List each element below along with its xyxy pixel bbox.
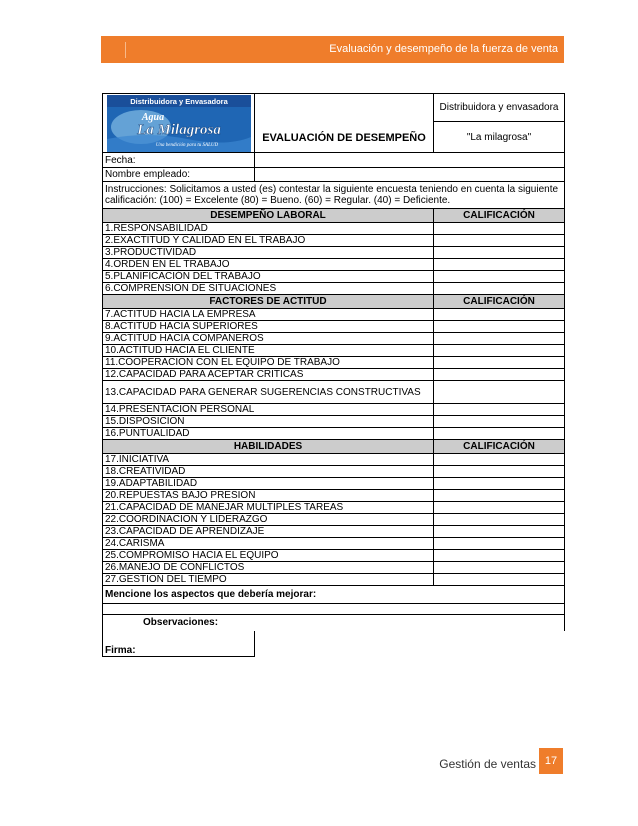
- criteria-label: 20.REPUESTAS BAJO PRESION: [103, 490, 434, 502]
- criteria-label: 11.COOPERACION CON EL EQUIPO DE TRABAJO: [103, 357, 434, 369]
- fecha-input[interactable]: [255, 153, 565, 168]
- criteria-row: [103, 321, 565, 333]
- rating-input[interactable]: [434, 526, 565, 538]
- criteria-row: [103, 478, 565, 490]
- criteria-label: 21.CAPACIDAD DE MANEJAR MULTIPLES TAREAS: [103, 502, 434, 514]
- rating-input[interactable]: [434, 283, 565, 295]
- rating-input[interactable]: [434, 345, 565, 357]
- criteria-label: 27.GESTION DEL TIEMPO: [103, 574, 434, 586]
- header-bar: [101, 36, 564, 63]
- company-logo: [107, 95, 251, 152]
- rating-input[interactable]: [434, 514, 565, 526]
- rating-input[interactable]: [434, 259, 565, 271]
- fecha-label: Fecha:: [103, 153, 255, 168]
- criteria-row: [103, 562, 565, 574]
- criteria-row: [103, 381, 565, 404]
- criteria-row: [103, 550, 565, 562]
- section-title: HABILIDADES: [103, 440, 434, 454]
- rating-input[interactable]: [434, 478, 565, 490]
- criteria-row: [103, 223, 565, 235]
- header-divider: [125, 42, 126, 58]
- rating-input[interactable]: [434, 271, 565, 283]
- form-title: EVALUACIÓN DE DESEMPEÑO: [255, 94, 434, 153]
- criteria-row: [103, 235, 565, 247]
- rating-header: CALIFICACIÓN: [434, 440, 565, 454]
- criteria-row: [103, 369, 565, 381]
- criteria-label: 22.COORDINACION Y LIDERAZGO: [103, 514, 434, 526]
- observaciones-label: Observaciones:: [103, 615, 565, 631]
- criteria-label: 4.ORDEN EN EL TRABAJO: [103, 259, 434, 271]
- criteria-label: 5.PLANIFICACIÓN DEL TRABAJO: [103, 271, 434, 283]
- rating-input[interactable]: [434, 416, 565, 428]
- criteria-row: [103, 526, 565, 538]
- criteria-label: 9.ACTITUD HACIA COMPAÑEROS: [103, 333, 434, 345]
- rating-input[interactable]: [434, 309, 565, 321]
- rating-input[interactable]: [434, 490, 565, 502]
- section-title: FACTORES DE ACTITUD: [103, 295, 434, 309]
- criteria-label: 17.INICIATIVA: [103, 454, 434, 466]
- criteria-label: 23.CAPACIDAD DE APRENDIZAJE: [103, 526, 434, 538]
- criteria-row: [103, 357, 565, 369]
- criteria-row: [103, 428, 565, 440]
- header-title: Evaluación y desempeño de la fuerza de venta: [329, 43, 558, 55]
- rating-input[interactable]: [434, 574, 565, 586]
- rating-input[interactable]: [434, 333, 565, 345]
- rating-input[interactable]: [434, 454, 565, 466]
- rating-input[interactable]: [434, 562, 565, 574]
- criteria-label: 2.EXACTITUD Y CALIDAD EN EL TRABAJO: [103, 235, 434, 247]
- criteria-label: 18.CREATIVIDAD: [103, 466, 434, 478]
- criteria-label: 7.ACTITUD HACIA LA EMPRESA: [103, 309, 434, 321]
- rating-input[interactable]: [434, 235, 565, 247]
- footer-label: Gestión de ventas: [439, 757, 536, 771]
- criteria-row: [103, 502, 565, 514]
- criteria-row: [103, 333, 565, 345]
- logo-line2: Agua: [141, 112, 165, 123]
- rating-input[interactable]: [434, 466, 565, 478]
- criteria-label: 24.CARISMA: [103, 538, 434, 550]
- rating-header: CALIFICACIÓN: [434, 295, 565, 309]
- logo-line4: Una bendición para tu SALUD: [155, 143, 219, 148]
- rating-input[interactable]: [434, 538, 565, 550]
- rating-header: CALIFICACIÓN: [434, 209, 565, 223]
- rating-input[interactable]: [434, 428, 565, 440]
- criteria-row: [103, 416, 565, 428]
- rating-input[interactable]: [434, 321, 565, 333]
- criteria-label: 15.DISPOSICION: [103, 416, 434, 428]
- firma-label: Firma:: [103, 631, 255, 657]
- rating-input[interactable]: [434, 223, 565, 235]
- company-name: Distribuidora y envasadora: [434, 94, 565, 122]
- criteria-label: 19.ADAPTABILIDAD: [103, 478, 434, 490]
- criteria-label: 13.CAPACIDAD PARA GENERAR SUGERENCIAS CONSTRUCTIVAS: [103, 381, 434, 404]
- criteria-row: [103, 283, 565, 295]
- rating-input[interactable]: [434, 502, 565, 514]
- logo-line1: Distribuidora y Envasadora: [130, 97, 228, 106]
- criteria-label: 8.ACTITUD HACIA SUPERIORES: [103, 321, 434, 333]
- criteria-label: 12.CAPACIDAD PARA ACEPTAR CRITICAS: [103, 369, 434, 381]
- criteria-label: 6.COMPRENSION DE SITUACIONES: [103, 283, 434, 295]
- criteria-row: [103, 454, 565, 466]
- criteria-row: [103, 514, 565, 526]
- criteria-row: [103, 309, 565, 321]
- criteria-row: [103, 538, 565, 550]
- rating-input[interactable]: [434, 369, 565, 381]
- nombre-input[interactable]: [255, 168, 565, 182]
- criteria-row: [103, 404, 565, 416]
- instructions: Instrucciones: Solicitamos a usted (es) contestar la siguiente encuesta teniendo en cuenta la siguiente calificación: (100) = Excelente (80) = Bueno. (60) = Regular. (40) = Deficiente.: [103, 182, 565, 209]
- criteria-label: 3.PRODUCTIVIDAD: [103, 247, 434, 259]
- criteria-label: 1.RESPONSABILIDAD: [103, 223, 434, 235]
- criteria-label: 16.PUNTUALIDAD: [103, 428, 434, 440]
- criteria-label: 26.MANEJO DE CONFLICTOS: [103, 562, 434, 574]
- mejorar-label: Mencione los aspectos que debería mejorar:: [103, 586, 565, 604]
- criteria-row: [103, 247, 565, 259]
- firma-area[interactable]: [255, 631, 565, 657]
- criteria-row: [103, 490, 565, 502]
- criteria-row: [103, 345, 565, 357]
- logo-graphic: [107, 95, 251, 152]
- evaluation-form: [102, 93, 565, 657]
- company-quote: "La milagrosa": [434, 122, 565, 153]
- nombre-label: Nombre empleado:: [103, 168, 255, 182]
- criteria-label: 14.PRESENTACION PERSONAL: [103, 404, 434, 416]
- criteria-row: [103, 259, 565, 271]
- criteria-label: 10.ACTITUD HACIA EL CLIENTE: [103, 345, 434, 357]
- mejorar-input[interactable]: [103, 604, 565, 615]
- logo-line3: La Milagrosa: [137, 122, 221, 138]
- rating-input[interactable]: [434, 357, 565, 369]
- rating-input[interactable]: [434, 550, 565, 562]
- criteria-row: [103, 574, 565, 586]
- criteria-row: [103, 271, 565, 283]
- rating-input[interactable]: [434, 381, 565, 404]
- rating-input[interactable]: [434, 404, 565, 416]
- rating-input[interactable]: [434, 247, 565, 259]
- page-number: 17: [539, 748, 563, 774]
- criteria-label: 25.COMPROMISO HACIA EL EQUIPO: [103, 550, 434, 562]
- criteria-row: [103, 466, 565, 478]
- section-title: DESEMPEÑO LABORAL: [103, 209, 434, 223]
